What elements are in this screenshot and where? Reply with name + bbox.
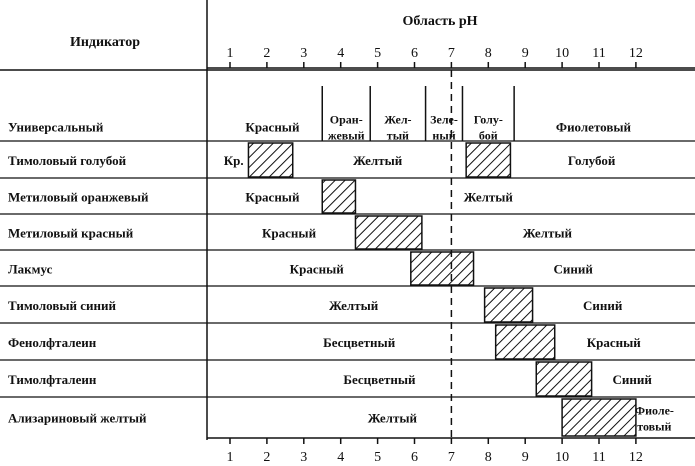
color-zone-label: Голу- <box>473 112 503 127</box>
color-zone-label: Красный <box>245 189 300 205</box>
transition-interval <box>466 143 510 177</box>
transition-interval <box>355 216 421 249</box>
indicator-row <box>0 214 695 249</box>
tick-label-top: 8 <box>484 46 492 61</box>
color-zone-label: Желтый <box>522 225 572 241</box>
indicator-name: Фенолфталеин <box>8 335 97 350</box>
indicator-name: Тимоловый голубой <box>8 153 127 168</box>
transition-interval <box>496 325 555 359</box>
color-zone-label: Фиолетовый <box>555 119 632 135</box>
color-zone-label: ный <box>432 128 456 143</box>
color-zone-label: Зеле- <box>430 112 458 127</box>
tick-label-top: 7 <box>447 46 455 61</box>
tick-label-top: 6 <box>411 46 418 61</box>
tick-label-bottom: 5 <box>374 450 382 465</box>
indicator-rows <box>0 86 695 436</box>
color-zone-label: Фиоле- <box>634 403 674 418</box>
color-zone-label: Красный <box>245 119 300 135</box>
indicator-row <box>0 286 695 322</box>
color-zone-label: товый <box>637 419 672 434</box>
color-zone-label: Красный <box>289 261 344 277</box>
indicator-row <box>0 397 695 436</box>
indicator-name: Метиловый красный <box>8 225 134 241</box>
tick-label-top: 9 <box>521 46 529 61</box>
transition-interval <box>248 143 292 177</box>
indicator-row <box>0 323 695 359</box>
indicator-row <box>0 250 695 285</box>
color-zone-label: Синий <box>612 372 652 387</box>
color-zone-label: Желтый <box>463 189 513 205</box>
tick-label-bottom: 7 <box>447 450 455 465</box>
tick-label-top: 3 <box>300 46 308 61</box>
ph-scale-bottom <box>207 438 695 465</box>
indicator-name: Лакмус <box>8 261 53 277</box>
tick-label-bottom: 11 <box>592 450 606 465</box>
tick-label-bottom: 1 <box>226 450 234 465</box>
tick-label-top: 2 <box>263 46 271 61</box>
transition-interval <box>485 288 533 322</box>
color-zone-label: Синий <box>553 261 593 277</box>
color-zone-label: Бесцветный <box>343 372 416 387</box>
color-zone-label: бой <box>478 128 498 143</box>
indicator-name: Универсальный <box>8 119 104 135</box>
transition-interval <box>536 362 591 396</box>
color-zone-label: Желтый <box>367 410 418 426</box>
indicator-name: Тимолфталеин <box>8 372 97 387</box>
indicator-row <box>8 86 632 143</box>
tick-label-bottom: 8 <box>484 450 492 465</box>
indicator-name: Тимоловый синий <box>8 298 116 313</box>
indicator-row <box>0 178 695 213</box>
color-zone-label: жевый <box>327 128 365 143</box>
indicator-column-header: Индикатор <box>69 35 141 50</box>
tick-label-bottom: 6 <box>411 450 418 465</box>
indicator-row <box>0 360 695 396</box>
color-zone-label: Оран- <box>329 112 363 127</box>
tick-label-top: 5 <box>374 46 382 61</box>
tick-label-top: 10 <box>555 46 570 61</box>
tick-label-bottom: 9 <box>521 450 529 465</box>
color-zone-label: Синий <box>583 298 623 313</box>
indicator-name: Ализариновый желтый <box>8 410 147 426</box>
color-zone-label: Голубой <box>567 153 616 168</box>
indicator-row <box>0 141 695 177</box>
tick-label-bottom: 10 <box>555 450 570 465</box>
ph-scale-top <box>207 46 695 68</box>
tick-label-bottom: 2 <box>263 450 271 465</box>
transition-interval <box>562 399 636 436</box>
color-zone-label: Красный <box>262 225 317 241</box>
tick-label-top: 12 <box>628 46 643 61</box>
transition-interval <box>322 180 355 213</box>
tick-label-top: 1 <box>226 46 234 61</box>
color-zone-label: Бесцветный <box>323 335 396 350</box>
color-zone-label: Желтый <box>328 298 379 313</box>
tick-label-bottom: 12 <box>628 450 643 465</box>
color-zone-label: Желтый <box>352 153 403 168</box>
tick-label-bottom: 3 <box>300 450 308 465</box>
transition-interval <box>411 252 474 285</box>
color-zone-label: Кр. <box>223 153 244 168</box>
color-zone-label: тый <box>386 128 409 143</box>
ph-range-header: Область рН <box>402 14 478 29</box>
tick-label-top: 11 <box>592 46 606 61</box>
tick-label-top: 4 <box>337 46 345 61</box>
indicator-name: Метиловый оранжевый <box>8 189 149 205</box>
color-zone-label: Красный <box>586 335 641 350</box>
tick-label-bottom: 4 <box>337 450 345 465</box>
color-zone-label: Жел- <box>384 112 412 127</box>
